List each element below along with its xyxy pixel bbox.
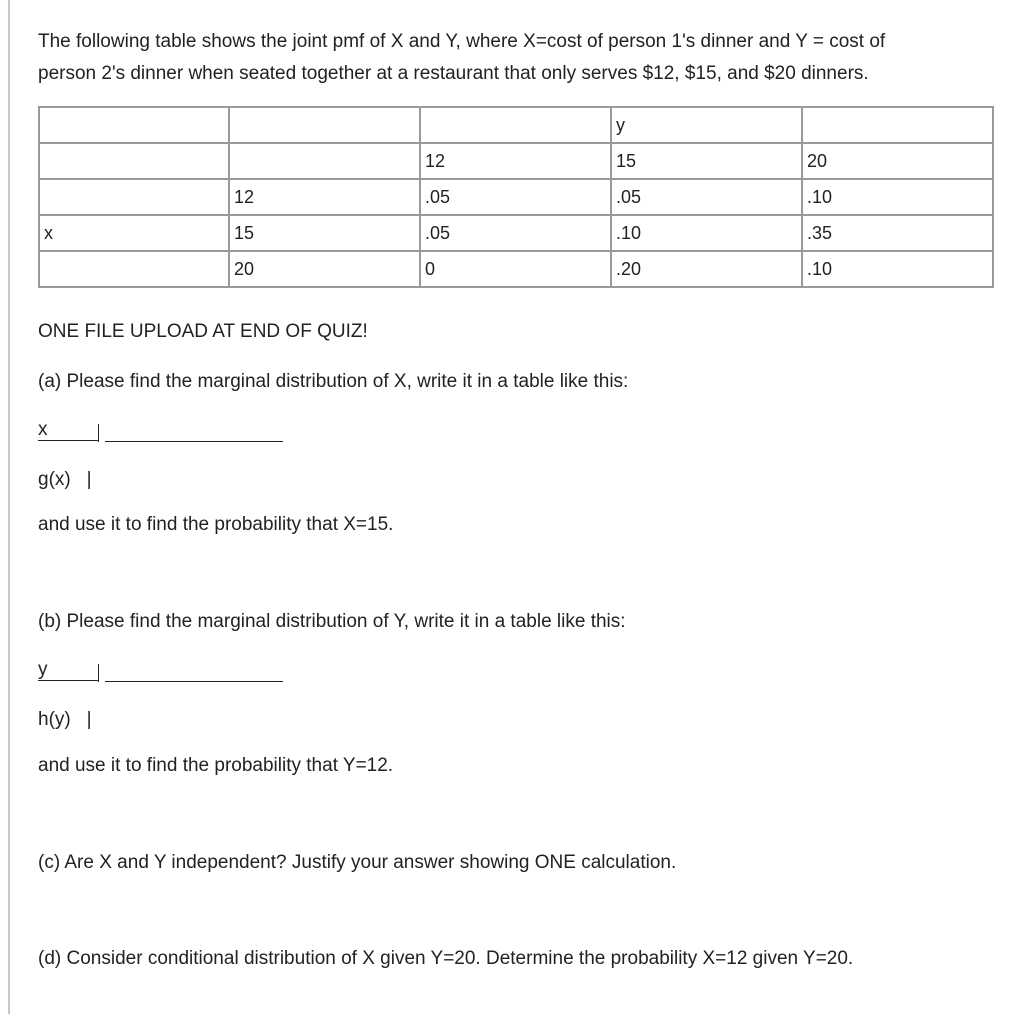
intro-line-1: The following table shows the joint pmf of X and Y, where X=cost of person 1's dinner and Y = cost of bbox=[38, 31, 886, 52]
divider-bar bbox=[98, 424, 105, 442]
part-a-prompt: (a) Please find the marginal distribution of X, write it in a table like this: bbox=[38, 371, 629, 392]
part-b-var-label: y bbox=[38, 660, 98, 681]
table-cell bbox=[39, 179, 229, 215]
intro-paragraph bbox=[38, 26, 998, 90]
table-cell bbox=[39, 251, 229, 287]
blank-line bbox=[105, 423, 283, 442]
part-c-prompt: (c) Are X and Y independent? Justify your answer showing ONE calculation. bbox=[38, 852, 677, 873]
probability-cell: .35 bbox=[802, 215, 993, 251]
x-value-header: 20 bbox=[229, 251, 420, 287]
x-variable-header: x bbox=[39, 215, 229, 251]
probability-cell: .10 bbox=[611, 215, 802, 251]
table-row bbox=[39, 179, 993, 215]
y-value-header: 12 bbox=[420, 143, 611, 179]
x-value-header: 15 bbox=[229, 215, 420, 251]
x-value-header: 12 bbox=[229, 179, 420, 215]
part-a-var-label: x bbox=[38, 420, 98, 441]
table-cell bbox=[39, 107, 229, 143]
probability-cell: 0 bbox=[420, 251, 611, 287]
y-value-header: 15 bbox=[611, 143, 802, 179]
table-cell bbox=[229, 107, 420, 143]
intro-line-2: person 2's dinner when seated together at a restaurant that only serves $12, $15, and $20 dinners. bbox=[38, 63, 869, 84]
probability-cell: .20 bbox=[611, 251, 802, 287]
y-value-header: 20 bbox=[802, 143, 993, 179]
part-b-func-label: h(y) bbox=[38, 709, 71, 730]
probability-cell: .05 bbox=[611, 179, 802, 215]
part-a-template-header bbox=[38, 418, 283, 442]
table-row bbox=[39, 215, 993, 251]
page-left-border bbox=[8, 0, 10, 1014]
probability-cell: .05 bbox=[420, 215, 611, 251]
table-cell bbox=[229, 143, 420, 179]
part-a-template-func bbox=[38, 464, 92, 496]
part-b-func-bar: | bbox=[86, 709, 92, 730]
table-cell bbox=[802, 107, 993, 143]
part-d-prompt: (d) Consider conditional distribution of X given Y=20. Determine the probability X=12 given Y=20. bbox=[38, 948, 854, 969]
table-cell bbox=[39, 143, 229, 179]
part-b-followup: and use it to find the probability that Y=12. bbox=[38, 755, 394, 776]
part-a-func-label: g(x) bbox=[38, 469, 71, 490]
probability-cell: .05 bbox=[420, 179, 611, 215]
probability-cell: .10 bbox=[802, 179, 993, 215]
table-cell bbox=[420, 107, 611, 143]
table-row bbox=[39, 107, 993, 143]
upload-notice: ONE FILE UPLOAD AT END OF QUIZ! bbox=[38, 321, 368, 342]
part-a-followup: and use it to find the probability that X=15. bbox=[38, 514, 394, 535]
joint-pmf-table bbox=[38, 106, 994, 288]
y-variable-header: y bbox=[611, 107, 802, 143]
part-b-prompt: (b) Please find the marginal distribution of Y, write it in a table like this: bbox=[38, 611, 626, 632]
divider-bar bbox=[98, 664, 105, 682]
part-b-template-func bbox=[38, 704, 92, 736]
part-a-func-bar: | bbox=[86, 469, 92, 490]
part-b-template-header bbox=[38, 658, 283, 682]
probability-cell: .10 bbox=[802, 251, 993, 287]
blank-line bbox=[105, 663, 283, 682]
table-row bbox=[39, 143, 993, 179]
table-row bbox=[39, 251, 993, 287]
